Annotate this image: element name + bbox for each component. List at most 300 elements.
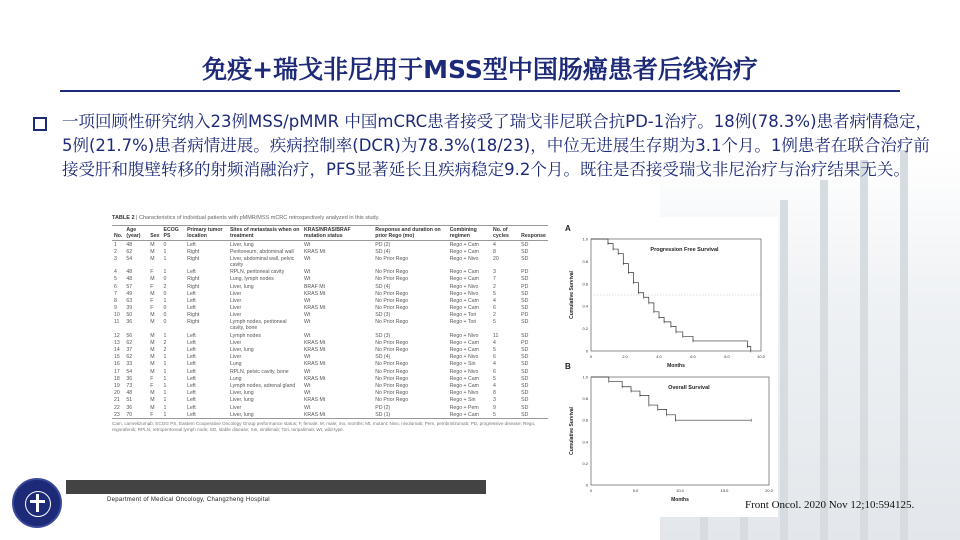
table-cell: Right [187, 312, 200, 319]
table-row [112, 346, 548, 353]
table-cell: 62 [126, 248, 133, 255]
table-cell: SD [521, 297, 529, 304]
table-cell: 7 [114, 290, 117, 297]
table-cell: PD [521, 269, 529, 276]
table-row [112, 283, 548, 290]
y-tick-label: 0.6 [582, 417, 588, 423]
table-cell: 2 [163, 283, 167, 290]
y-tick-label: 0.8 [582, 396, 588, 402]
table-cell: 1 [163, 375, 167, 382]
table-cell: Wt [303, 382, 311, 389]
table-cell: Left [187, 382, 196, 389]
table-cell: Left [187, 269, 196, 276]
y-tick-label: 0.2 [582, 326, 588, 332]
table-cell: Rego + Tori [449, 312, 477, 319]
table-cell: Right [187, 255, 200, 262]
table-cell: KRAS Mt [302, 411, 373, 419]
table-cell: 22 [114, 404, 120, 411]
table-cell: Liver [229, 404, 242, 411]
table-cell: Liver [229, 339, 242, 346]
table-cell: SD (4) [375, 354, 391, 361]
table-header-cell: Combining regimen [448, 226, 491, 241]
x-tick-label: 4.0 [656, 354, 662, 359]
table-cell: 54 [126, 368, 133, 375]
table-cell: 36 [126, 375, 133, 382]
table-row [112, 354, 548, 361]
table-cell: 5 [492, 375, 496, 382]
table-cell: 1 [162, 411, 186, 419]
table-cell: No Prior Rego [375, 397, 409, 404]
table-cell: 57 [126, 283, 133, 290]
table-cell: 20 [492, 255, 499, 262]
table-cell: SD [521, 404, 529, 411]
table-cell: Rego + Nivo [449, 290, 479, 297]
table-cell: 48 [126, 390, 133, 397]
table-cell: Liver [229, 297, 242, 304]
table-cell: 54 [126, 255, 133, 262]
table-cell: No Prior Rego [375, 319, 409, 326]
table-cell: Liver, lung [229, 347, 254, 354]
table-cell: 11 [492, 332, 499, 339]
table-cell: Rego + Sin [449, 397, 476, 404]
survival-step-line [591, 377, 751, 420]
y-tick-label: 0 [585, 348, 588, 354]
table-header-cell: Response and duration on prior Rego (mo) [373, 226, 447, 241]
table-cell: KRAS Mt [303, 397, 326, 404]
table-cell: 1 [163, 269, 167, 276]
table-cell: 16 [114, 361, 120, 368]
table-cell: BRAF Mt [303, 283, 326, 290]
table-cell: 48 [126, 269, 133, 276]
table-cell: 10 [114, 312, 120, 319]
table-cell: 1 [163, 354, 167, 361]
table-cell: RPLN, pelvic cavity, bone [229, 368, 289, 375]
table-header-cell: No. [112, 226, 124, 241]
table-cell: 51 [126, 397, 133, 404]
table-cell: Wt [303, 319, 311, 326]
table-cell: 62 [126, 354, 133, 361]
table-cell: M [150, 255, 155, 262]
table-cell: 1 [163, 390, 167, 397]
table-cell: KRAS Mt [303, 347, 326, 354]
table-cell: M [150, 241, 155, 248]
table-cell: SD [521, 332, 529, 339]
table-row [112, 248, 548, 255]
table-cell: SD [521, 361, 529, 368]
table-cell: 19 [114, 382, 120, 389]
table-cell: Right [187, 276, 200, 283]
table-cell: Wt [303, 276, 311, 283]
table-cell: 1 [163, 297, 167, 304]
table-cell: KRAS Mt [303, 375, 326, 382]
table-cell: 4 [492, 339, 496, 346]
table-row [112, 397, 548, 404]
table-cell: 50 [126, 312, 133, 319]
y-axis-label: Cumulative Survival [569, 271, 575, 319]
table-header-cell: Sex [148, 226, 161, 241]
plot-frame [591, 377, 769, 485]
table-cell: SD [521, 255, 529, 262]
table-cell: 49 [126, 290, 133, 297]
table-row [112, 319, 548, 332]
hospital-banner [66, 480, 486, 494]
table-cell: 3 [492, 269, 496, 276]
table-cell: PD [521, 312, 529, 319]
table-cell: KRAS Mt [303, 248, 326, 255]
table-cell: Rego + Cam [449, 276, 479, 283]
table-cell: SD (3) [375, 312, 391, 319]
table-cell: SD [521, 347, 529, 354]
table-cell: 8 [114, 297, 117, 304]
table-row [112, 375, 548, 382]
table-cell: M [150, 390, 155, 397]
panel-label: B [565, 362, 571, 371]
table-cell: M [150, 319, 155, 326]
table-cell: 0 [163, 241, 167, 248]
table-cell: No Prior Rego [375, 290, 409, 297]
table-cell: 70 [124, 411, 148, 419]
table-cell: 7 [492, 276, 496, 283]
title-underline [60, 90, 900, 92]
table-cell: Rego + Cam [449, 339, 479, 346]
table-cell: 2 [114, 248, 117, 255]
table-cell: 2 [492, 283, 496, 290]
y-tick-label: 1.0 [582, 236, 588, 242]
table-cell: Left [187, 332, 196, 339]
table-cell: 18 [114, 375, 120, 382]
table-cell: Rego + Cam [449, 269, 479, 276]
table-cell: 4 [492, 241, 496, 248]
table-cell: 5 [492, 319, 496, 326]
table-cell: Left [187, 297, 196, 304]
table-cell: Liver [229, 354, 242, 361]
table-cell: SD (4) [375, 283, 391, 290]
table-cell: 14 [114, 347, 120, 354]
table-cell: No Prior Rego [375, 297, 409, 304]
table-cell: 9 [492, 404, 496, 411]
table-cell: KRAS Mt [303, 290, 326, 297]
table-caption-label: TABLE 2 [112, 215, 135, 221]
table-cell: 56 [126, 332, 133, 339]
table-cell: KRAS Mt [303, 339, 326, 346]
table-caption [112, 215, 548, 221]
table-cell: Rego + Cam [449, 248, 479, 255]
table-cell: Wt [303, 368, 311, 375]
patient-table [112, 225, 548, 419]
table-cell: Liver, lung [228, 411, 302, 419]
table-cell: Rego + Cam [449, 305, 479, 312]
table-cell: 5 [114, 276, 117, 283]
table-cell: 8 [492, 390, 496, 397]
table-cell: F [148, 411, 161, 419]
summary-paragraph: 一项回顾性研究纳入23例MSS/pMMR 中国mCRC患者接受了瑞戈非尼联合抗PD-1治疗。18例(78.3%)患者病情稳定，5例(21.7%)患者病情进展。疾病控制率(DCR)为78.3%(18/23)，中位无进展生存期为3.1个月。1例患者在联合治疗前接受肝和腹壁转移的射频消融治疗，PFS显著延长且疾病稳定9.2个月。既往是否接受瑞戈非尼治疗与治疗结果无关。 [62, 112, 933, 179]
table-cell: 4 [492, 297, 496, 304]
y-tick-label: 0.4 [582, 439, 588, 445]
table-cell: Wt [303, 404, 311, 411]
table-header-cell: ECOG PS [162, 226, 186, 241]
table-cell: 0 [163, 290, 167, 297]
table-cell: Left [187, 390, 196, 397]
table-cell: SD [521, 290, 529, 297]
table-header-cell: KRAS/NRAS/BRAF mutation status [302, 226, 373, 241]
table-cell: No Prior Rego [375, 368, 409, 375]
table-cell: 15 [114, 354, 120, 361]
table-cell: Left [187, 375, 196, 382]
table-cell: Left [187, 347, 196, 354]
table-cell: Wt [303, 332, 311, 339]
table-cell: SD [521, 241, 529, 248]
citation-reference: Front Oncol. 2020 Nov 12;10:594125. [745, 499, 915, 511]
table-cell: 0 [163, 276, 167, 283]
table-cell: M [150, 347, 155, 354]
table-cell: 5 [492, 347, 496, 354]
chart-title: Progression Free Survival [650, 247, 719, 253]
table-cell: Liver, lung [229, 283, 254, 290]
table-cell: SD [521, 375, 529, 382]
table-cell: No Prior Rego [375, 269, 409, 276]
table-cell: Left [187, 368, 196, 375]
table-header-cell: Response [519, 226, 548, 241]
table-cell: Rego + Cam [449, 375, 479, 382]
table-cell: Rego + Cam [449, 382, 479, 389]
table-cell: PD [521, 283, 529, 290]
table-cell: 63 [126, 297, 133, 304]
y-axis-label: Cumulative Survival [569, 407, 575, 455]
table-cell: 1 [163, 255, 167, 262]
x-tick-label: 0 [589, 354, 593, 359]
table-cell: Left [187, 241, 196, 248]
table-row [112, 339, 548, 346]
table-row [112, 404, 548, 411]
table-cell: M [150, 404, 155, 411]
table-cell: No Prior Rego [375, 390, 409, 397]
slide-title: 免疫+瑞戈非尼用于MSS型中国肠癌患者后线治疗 [202, 55, 758, 84]
chart-title: Overall Survival [668, 385, 710, 391]
table-body [112, 241, 548, 419]
table-row [112, 390, 548, 397]
table-cell: 6 [492, 368, 496, 375]
table-cell: 8 [492, 248, 496, 255]
x-tick-label: 20.0 [765, 488, 773, 493]
table-cell: 1 [163, 397, 167, 404]
table-cell: 6 [492, 305, 496, 312]
table-cell: 4 [114, 269, 117, 276]
table-cell: 33 [126, 361, 133, 368]
table-row [112, 312, 548, 319]
table-cell: Rego + Nivo [449, 255, 479, 262]
table-row [112, 305, 548, 312]
table-cell: 62 [126, 339, 133, 346]
table-cell: SD [521, 354, 529, 361]
x-tick-label: 15.0 [720, 488, 729, 493]
table-cell: Wt [303, 269, 311, 276]
table-cell: Lymph nodes, peritoneal cavity, bone [229, 319, 287, 332]
table-cell: F [150, 375, 154, 382]
x-tick-label: 10.0 [676, 488, 684, 493]
table-cell: F [150, 297, 154, 304]
table-cell: 12 [114, 332, 120, 339]
table-cell: 11 [114, 319, 120, 326]
table-cell: Left [187, 354, 196, 361]
table-cell: Rego + Nivo [449, 390, 479, 397]
table-cell: KRAS Mt [303, 305, 326, 312]
table-cell: Right [187, 248, 200, 255]
table-cell: 2 [163, 339, 167, 346]
table-cell: M [150, 368, 155, 375]
table-cell: 73 [126, 382, 133, 389]
table-cell: 0 [163, 312, 167, 319]
table-cell: SD [521, 248, 529, 255]
table-cell: SD [521, 305, 529, 312]
table-cell: 1 [163, 382, 167, 389]
table-cell: Liver, lung [229, 241, 254, 248]
table-cell: Wt [303, 390, 311, 397]
table-row [112, 269, 548, 276]
table-cell: 3 [492, 397, 496, 404]
table-cell: Liver [229, 290, 242, 297]
table-cell: Right [187, 283, 200, 290]
table-cell: Liver [229, 312, 242, 319]
table-cell: 48 [126, 276, 133, 283]
table-row [112, 411, 548, 419]
table-cell: M [150, 248, 155, 255]
table-cell: Rego + Cam [449, 297, 479, 304]
table-cell: Wt [303, 241, 311, 248]
table-cell: 1 [163, 368, 167, 375]
table-cell: Lung, lymph nodes [229, 276, 274, 283]
table-caption-text: | Characteristics of individual patients with pMMR/MSS mCRC retrospectively analyzed in this study. [136, 215, 380, 221]
table-cell: Left [187, 361, 196, 368]
table-cell: No Prior Rego [375, 361, 409, 368]
table-cell: No Prior Rego [375, 305, 409, 312]
table-cell: Left [187, 397, 196, 404]
table-header-row [112, 226, 548, 241]
table-cell: Rego + Pem [449, 404, 479, 411]
table-cell: Left [187, 404, 196, 411]
table-cell: No Prior Rego [375, 382, 409, 389]
table-cell: 6 [492, 354, 496, 361]
y-tick-label: 0 [585, 482, 588, 488]
x-tick-label: 5.0 [632, 488, 639, 493]
table-cell: Wt [303, 255, 311, 262]
x-tick-label: 10.0 [757, 354, 765, 359]
table-cell: 48 [126, 241, 133, 248]
table-cell: F [150, 382, 154, 389]
table-cell: 37 [126, 347, 133, 354]
table-cell: 1 [163, 248, 167, 255]
bullet-square-icon [33, 117, 47, 131]
table-cell: SD [521, 382, 529, 389]
table-cell: Peritoneum, abdominal wall [229, 248, 294, 255]
table-cell: M [150, 354, 155, 361]
table-cell: M [150, 397, 155, 404]
table-cell: SD (3) [375, 332, 391, 339]
table-cell: 36 [126, 319, 133, 326]
table-cell: Lung [229, 375, 242, 382]
table-cell: KRAS Mt [303, 361, 326, 368]
table-cell: 2 [163, 347, 167, 354]
table-cell: Left [185, 411, 228, 419]
table-row [112, 332, 548, 339]
table-cell: 9 [114, 305, 117, 312]
survival-chart-svg [563, 217, 778, 517]
table-cell: M [150, 332, 155, 339]
table-cell: SD (4) [375, 248, 391, 255]
table-cell: Rego + Nivo [449, 354, 479, 361]
table-cell: SD [521, 390, 529, 397]
table-cell: 4 [492, 382, 496, 389]
x-tick-label: 0 [589, 488, 593, 493]
table-header-cell: Age (year) [124, 226, 148, 241]
table-cell: No Prior Rego [375, 339, 409, 346]
table-cell: 1 [163, 404, 167, 411]
table-cell: Rego + Cam [449, 347, 479, 354]
table-row [112, 290, 548, 297]
table-row [112, 241, 548, 249]
y-tick-label: 1.0 [582, 374, 588, 380]
table-cell: M [150, 290, 155, 297]
table-row [112, 361, 548, 368]
table-header-cell: Sites of metastasis when on treatment [228, 226, 302, 241]
table-cell: F [150, 283, 154, 290]
table-row [112, 255, 548, 268]
table-cell: RPLN, peritoneal cavity [229, 269, 285, 276]
table-cell: Lymph nodes, adrenal gland [229, 382, 296, 389]
table-cell: 13 [114, 339, 120, 346]
table-cell: F [150, 269, 154, 276]
table-cell: M [150, 276, 155, 283]
table-cell: Rego + Nivo [449, 368, 479, 375]
table-cell: Wt [303, 297, 311, 304]
x-axis-label: Months [671, 497, 689, 503]
table-cell: Liver, lung [229, 397, 254, 404]
table-cell: SD [521, 397, 529, 404]
table-row [112, 368, 548, 375]
table-cell: M [150, 339, 155, 346]
table-cell: SD (1) [373, 411, 447, 419]
table-cell: SD [521, 319, 529, 326]
table-cell: No Prior Rego [375, 276, 409, 283]
table-cell: F [150, 305, 154, 312]
table-cell: 23 [112, 411, 124, 419]
table-cell: 20 [114, 390, 120, 397]
table-cell: Rego + Cam [448, 411, 491, 419]
table-cell: Liver, abdominal wall, pelvic cavity [229, 255, 295, 268]
table-footnote: Cam, camrelizumab; ECOG PS, Eastern Cooperative Oncology Group performance status; F, female; M, male; mo, months; Mt, mutant; Nivo, nivolumab; Pem, pembrolizumab; PD, progressive disease; Rego, regorafenib; RPLN, retroperitoneal lymph node; SD, stable disease; Sin, sintilimab; Tori, toripalimab; Wt, wild-type. [112, 421, 536, 432]
table-cell: 5 [491, 411, 519, 419]
table-cell: Lung [229, 361, 242, 368]
x-tick-label: 2.0 [622, 354, 628, 359]
table-cell: Rego + Nivo [449, 283, 479, 290]
table-cell: Rego + Nivo [449, 332, 479, 339]
table-cell: 1 [114, 241, 117, 248]
x-tick-label: 6.0 [690, 354, 696, 359]
table-row [112, 382, 548, 389]
table-header-cell: Primary tumor location [185, 226, 228, 241]
table-cell: Wt [303, 312, 311, 319]
table-cell: 21 [114, 397, 120, 404]
table-cell: 6 [114, 283, 117, 290]
table-cell: 0 [163, 305, 167, 312]
table-cell: No Prior Rego [375, 255, 409, 262]
y-tick-label: 0.2 [582, 460, 588, 466]
table-cell: SD [521, 276, 529, 283]
table-cell: Wt [303, 354, 311, 361]
table-cell: 3 [114, 255, 117, 262]
y-tick-label: 0.4 [582, 303, 588, 309]
table-cell: 1 [163, 361, 167, 368]
table-row [112, 276, 548, 283]
